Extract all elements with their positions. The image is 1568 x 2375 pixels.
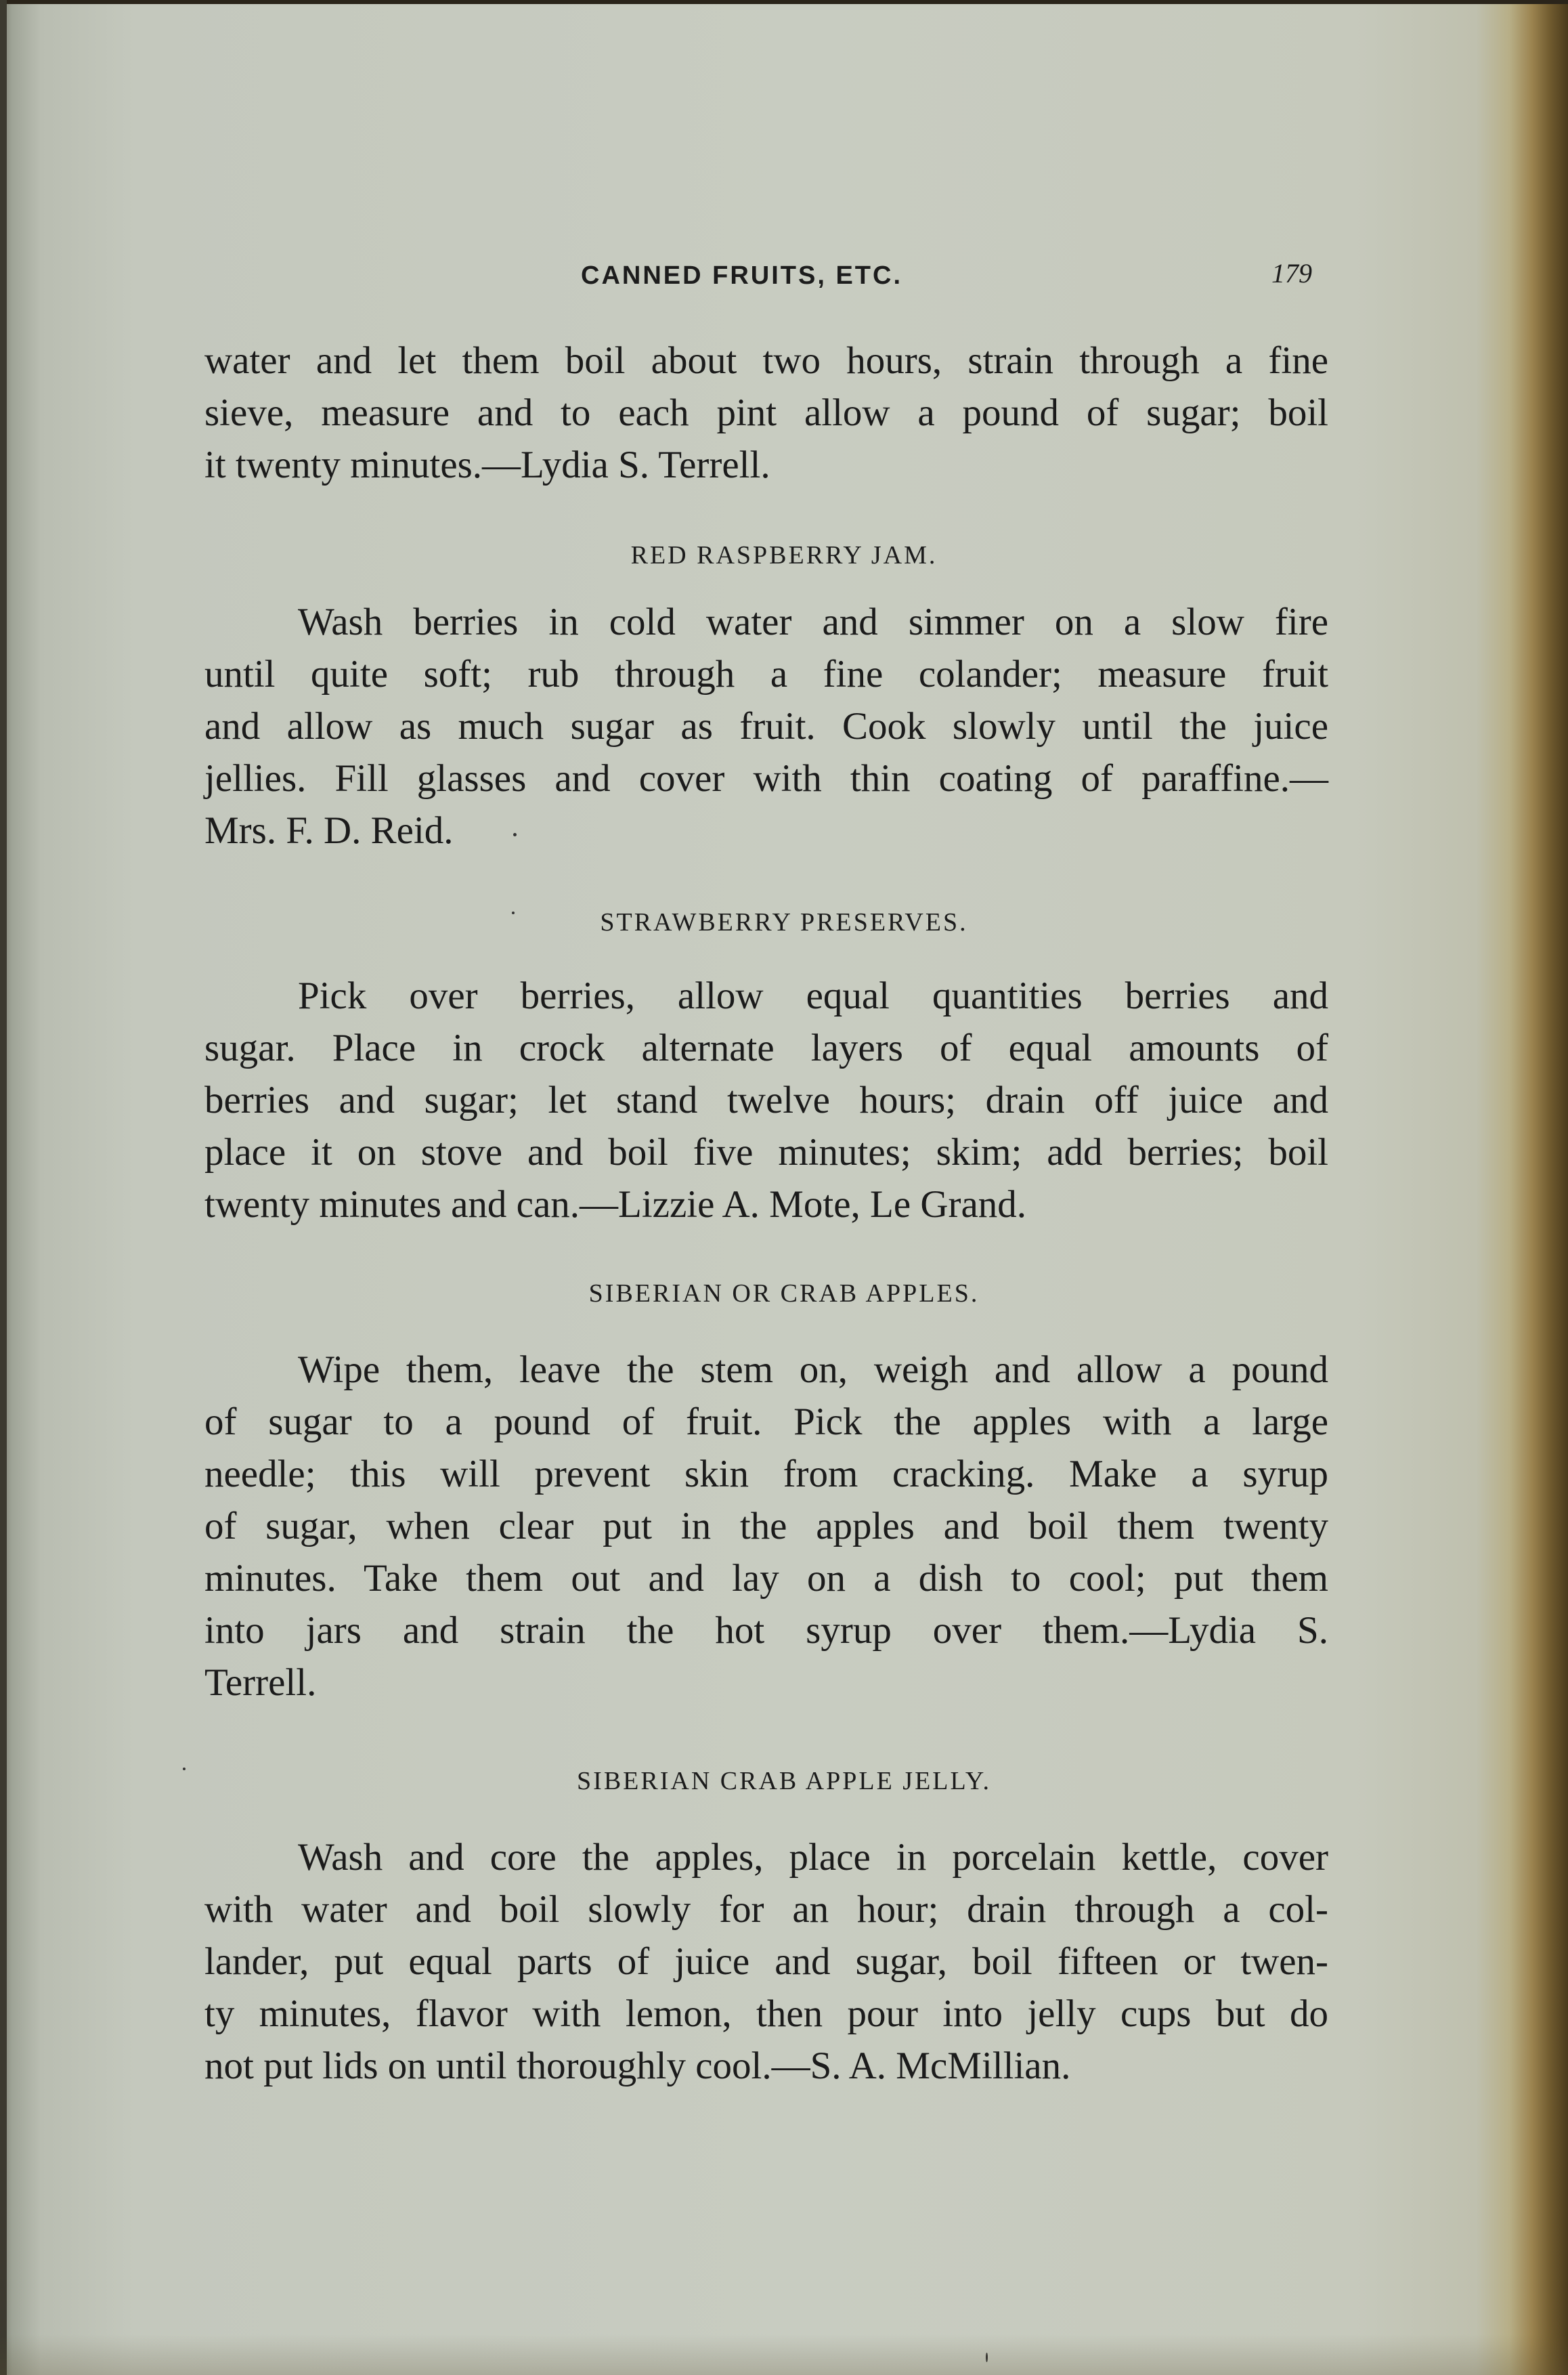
text-line: needle; this will prevent skin from cracking. Make a syrup [204, 1453, 1328, 1495]
page-number: 179 [1271, 258, 1312, 288]
text-line: Pick over berries, allow equal quantities berries and [298, 975, 1328, 1017]
text-line: sugar. Place in crock alternate layers of equal amounts of [204, 1027, 1328, 1069]
text-line: ty minutes, flavor with lemon, then pour into jelly cups but do [204, 1992, 1328, 2035]
text-line: jellies. Fill glasses and cover with thin coating of paraffine.— [204, 757, 1328, 800]
paper-speck [513, 833, 517, 836]
text-line: Wipe them, leave the stem on, weigh and allow a pound [298, 1348, 1328, 1391]
recipe-body-siberian-or-crab-apples [204, 1344, 1328, 1709]
recipe-heading-red-raspberry-jam: RED RASPBERRY JAM. [630, 541, 938, 570]
text-line: berries and sugar; let stand twelve hours; drain off juice and [204, 1079, 1328, 1121]
text-line: Wash and core the apples, place in porcelain kettle, cover [298, 1836, 1328, 1879]
text-line: into jars and strain the hot syrup over them.—Lydia S. [204, 1609, 1328, 1652]
intro-paragraph [204, 335, 1328, 491]
paper-speck [183, 1768, 186, 1770]
text-line: until quite soft; rub through a fine colander; measure fruit [204, 653, 1328, 696]
recipe-heading-siberian-or-crab-apples: SIBERIAN OR CRAB APPLES. [588, 1279, 980, 1308]
recipe-body-siberian-crab-apple-jelly [204, 1831, 1328, 2092]
text-line: sieve, measure and to each pint allow a pound of sugar; boil [204, 391, 1328, 434]
recipe-body-red-raspberry-jam [204, 596, 1328, 857]
paper-speck [986, 2353, 988, 2362]
text-line: water and let them boil about two hours, strain through a fine [204, 339, 1328, 382]
text-line: and allow as much sugar as fruit. Cook slowly until the juice [204, 705, 1328, 748]
text-line: Wash berries in cold water and simmer on a slow fire [298, 601, 1328, 643]
text-line: of sugar, when clear put in the apples and boil them twenty [204, 1505, 1328, 1547]
text-line: lander, put equal parts of juice and sugar, boil fifteen or twen- [204, 1940, 1328, 1983]
paper-speck [512, 912, 515, 914]
text-line: of sugar to a pound of fruit. Pick the apples with a large [204, 1400, 1328, 1443]
recipe-body-strawberry-preserves [204, 970, 1328, 1231]
page-gutter [0, 0, 7, 2375]
recipe-heading-strawberry-preserves: STRAWBERRY PRESERVES. [600, 908, 968, 937]
text-line: Mrs. F. D. Reid. [204, 809, 454, 852]
running-head: CANNED FRUITS, ETC. [581, 261, 902, 290]
text-line: not put lids on until thoroughly cool.—S. A. McMillian. [204, 2045, 1071, 2087]
recipe-heading-siberian-crab-apple-jelly: SIBERIAN CRAB APPLE JELLY. [577, 1767, 991, 1795]
text-line: Terrell. [204, 1661, 317, 1704]
text-line: with water and boil slowly for an hour; drain through a col- [204, 1888, 1328, 1931]
text-line: twenty minutes and can.—Lizzie A. Mote, Le Grand. [204, 1183, 1027, 1226]
text-line: minutes. Take them out and lay on a dish to cool; put them [204, 1557, 1328, 1600]
text-line: place it on stove and boil five minutes; skim; add berries; boil [204, 1131, 1328, 1174]
text-line: it twenty minutes.—Lydia S. Terrell. [204, 444, 770, 486]
